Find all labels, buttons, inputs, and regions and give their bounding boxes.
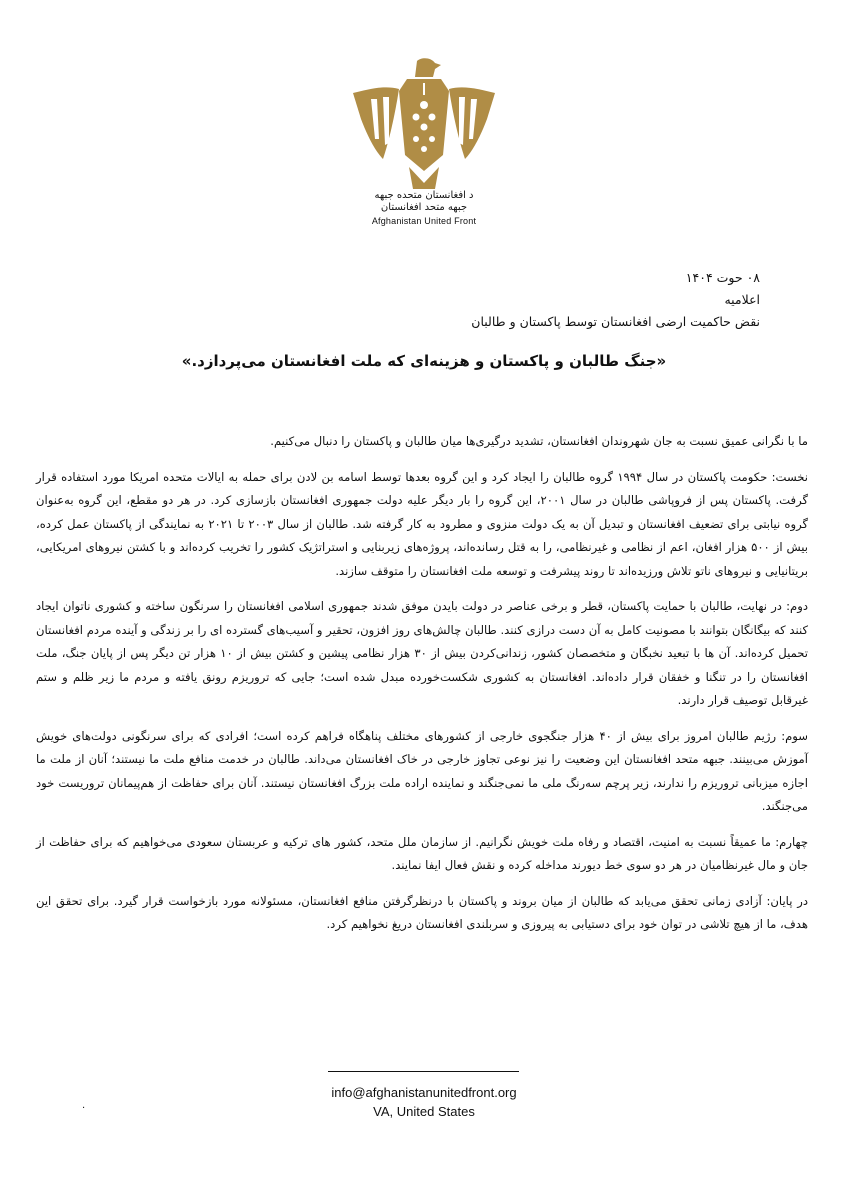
footer-location: VA, United States xyxy=(373,1104,475,1119)
letter-header xyxy=(88,267,760,333)
paragraph-fourth: چهارم: ما عمیقاً نسبت به امنیت، اقتصاد و رفاه ملت خویش نگرانیم. از سازمان ملل متحد، کشور های ترکیه و عربستان سعودی می‌خواهیم که برای حفاظت از جان و مال غیرنظامیان در هر دو سوی خط دیورند مداخله کرده و نقش فعال ایفا نمایند. xyxy=(36,834,808,872)
logo-text-dari: جبهه متحد افغانستان xyxy=(380,202,468,213)
footer-dot: . xyxy=(82,1100,86,1111)
eagle-emblem-icon xyxy=(349,55,499,190)
paragraph-first: نخست: حکومت پاکستان در سال ۱۹۹۴ گروه طالبان را ایجاد کرد و این گروه بعدها توسط اسامه بن لادن برای حمله به ایالات متحده امریکا مورد استفاده قرار گرفت. پاکستان پس از فروپاشی طالبان در سال ۲۰۰۱، این گروه را بار دیگر علیه دولت جمهوری افغانستان بازسازی کرد. در هر دو مقطع، این گروه به‌عنوان گروه نیابتی برای تضعیف افغانستان و تبدیل آن به یک دولت منزوی و مطرود به کار گرفته شد. طالبان از سال ۲۰۰۳ تا ۲۰۲۱ به نمایندگی از پاکستان عمل کرده، بیش از ۵۰۰ هزار افغان، اعم از نظامی و غیرنظامی، را به قتل رسانده‌اند، پروژه‌های زیربنایی و استراتژیک کشور را تخریب کرده‌اند و با کشتن نیروهای امریکایی، بریتانیایی و نیروهای ناتو تلاش ورزیده‌اند تا روند پیشرفت و توسعه ملت افغانستان را متوقف سازند. xyxy=(36,469,809,578)
paragraph-third: سوم: رژیم طالبان امروز برای بیش از ۴۰ هزار جنگجوی خارجی از کشورهای مختلف پناهگاه فراهم کرده است؛ افرادی که برای سرنگونی دولت‌های خویش آموزش می‌بینند. جبهه متحد افغانستان این وضعیت را نیز نوعی تجاوز خارجی در خاک افغانستان می‌داند. طالبان در خدمت منافع ملت ما نیستند؛ آنان از ملت ما اجازه میزبانی تروریزم را ندارند، زیر پرچم سه‌رنگ ملی ما نمی‌جنگند و نماینده اراده ملت بزرگ افغانستان نیستند. آنان برای حفاظت از هم‌پیمانان تروریست خود می‌جنگند. xyxy=(36,728,808,813)
footer-email: info@afghanistanunitedfront.org xyxy=(331,1085,517,1100)
logo-text-english: Afghanistan United Front xyxy=(371,216,477,226)
date: ۰۸ حوت ۱۴۰۴ xyxy=(685,270,760,285)
statement-body xyxy=(36,430,808,949)
page-title: «جنگ طالبان و پاکستان و هزینه‌ای که ملت افغانستان می‌پردازد.» xyxy=(181,352,667,370)
subject-line: نقض حاکمیت ارضی افغانستان توسط پاکستان و طالبان xyxy=(471,314,760,329)
paragraph-second: دوم: در نهایت، طالبان با حمایت پاکستان، قطر و برخی عناصر در دولت بایدن موفق شدند جمهوری اسلامی افغانستان را سرنگون ساخته و کشوری ناتوان ایجاد کنند که بیگانگان بتوانند با مصونیت کامل به آن دست درازی کنند. طالبان چالش‌های روز افزون، تحقیر و آسیب‌های گسترده ای را بر زندگی و آینده مردم افغانستان تحمیل کرده‌اند. آن ها با تبعید نخبگان و متخصصان کشور، زندانی‌کردن بیش از ۳۰ هزار نظامی پیشین و کشتن بیش از ۱۰ هزار تن دیگر پس از پایان جنگ، ملت افغانستان را در تنگنا و خفقان قرار داده‌اند. افغانستان به کشوری شکست‌خورده مبدل شده است؛ جایی که تروریزم رونق یافته و مردم ما زیر ظلم و ستم غیرقابل توصیف قرار دارند. xyxy=(36,599,808,707)
document-type: اعلامیه xyxy=(724,292,760,307)
logo xyxy=(0,55,848,190)
paragraph-intro: ما با نگرانی عمیق نسبت به جان شهروندان افغانستان، تشدید درگیری‌ها میان طالبان و پاکستان را دنبال می‌کنیم. xyxy=(270,434,808,448)
paragraph-conclusion: در پایان: آزادی زمانی تحقق می‌یابد که طالبان از میان بروند و پاکستان با درنظرگرفتن منافع افغانستان، مسئولانه مورد بازخواست قرار گیرد. برای تحقق این هدف، ما از هیچ تلاشی در توان خود برای دستیابی به پیروزی و سربلندی افغانستان دریغ نخواهیم کرد. xyxy=(36,893,808,931)
logo-text-pashto: د افغانستان متحده جبهه xyxy=(374,190,474,201)
footer-divider xyxy=(328,1071,519,1072)
